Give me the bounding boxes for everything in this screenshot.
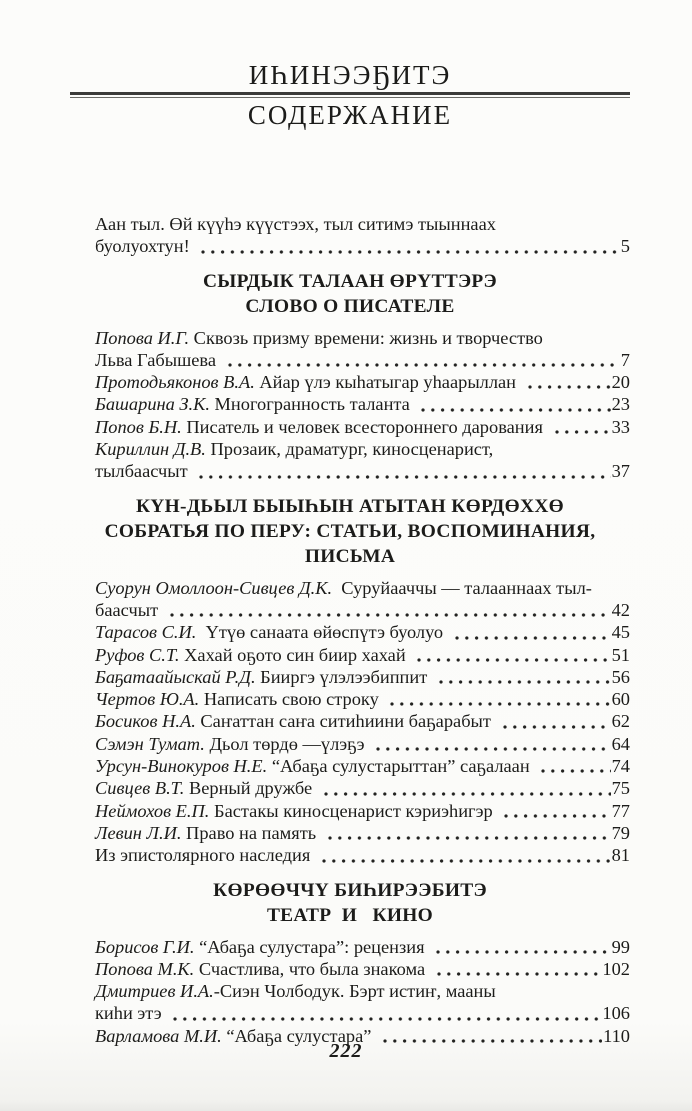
dot-leader bbox=[437, 672, 611, 686]
toc-entry-text bbox=[95, 371, 521, 393]
dot-leader bbox=[435, 964, 602, 978]
dot-leader bbox=[553, 422, 611, 436]
toc-entry bbox=[95, 822, 630, 844]
toc-entry bbox=[95, 666, 630, 688]
entry-page-number: 62 bbox=[611, 711, 630, 732]
toc-entry-text bbox=[95, 644, 410, 666]
toc-entry-line bbox=[95, 438, 630, 460]
toc-entry-line bbox=[95, 621, 630, 643]
toc-entry bbox=[95, 213, 630, 258]
section-heading-line: СОБРАТЬЯ ПО ПЕРУ: СТАТЬИ, ВОСПОМИНАНИЯ, bbox=[104, 520, 596, 542]
section-heading bbox=[70, 878, 630, 928]
toc-entry bbox=[95, 844, 630, 866]
entry-title-text: Айар үлэ кыһатыгар уһаарыллан bbox=[254, 372, 521, 393]
entry-page-number: 81 bbox=[611, 845, 630, 866]
author-name: Неймохов Е.П. bbox=[95, 800, 210, 821]
entry-page-number: 75 bbox=[611, 778, 630, 799]
toc-entry-text bbox=[95, 328, 543, 348]
entry-page-number: 45 bbox=[611, 622, 630, 643]
toc-entry-text bbox=[95, 936, 429, 958]
toc-entry bbox=[95, 755, 630, 777]
author-name: Попов Б.Н. bbox=[95, 416, 182, 437]
toc-entry-text bbox=[95, 958, 430, 980]
toc-entry-line bbox=[95, 800, 630, 822]
entry-page-number: 42 bbox=[611, 599, 630, 620]
entry-title-text: Суруйааччы — талааннаах тыл- bbox=[332, 577, 592, 598]
author-name: Борисов Г.И. bbox=[95, 936, 195, 957]
dot-leader bbox=[415, 650, 610, 664]
toc-entry bbox=[95, 980, 630, 1025]
section-heading bbox=[70, 269, 630, 319]
table-of-contents bbox=[70, 213, 630, 1047]
author-name: Попова М.К. bbox=[95, 958, 195, 979]
toc-entry-line bbox=[95, 416, 630, 438]
dot-leader bbox=[388, 694, 610, 708]
toc-entry-text bbox=[95, 844, 315, 866]
toc-entry-text bbox=[95, 416, 548, 438]
toc-entry-line bbox=[95, 755, 630, 777]
toc-entry bbox=[95, 958, 630, 980]
dot-leader bbox=[322, 784, 611, 798]
entry-title-text: Льва Габышева bbox=[95, 349, 221, 370]
entry-title-text: “Абаҕа сулустара” bbox=[221, 1025, 376, 1046]
entry-title-text: Счастлива, что была знакома bbox=[194, 958, 430, 979]
toc-entry bbox=[95, 416, 630, 438]
toc-entry-line bbox=[95, 822, 630, 844]
dot-leader bbox=[434, 942, 610, 956]
entry-page-number: 106 bbox=[602, 1003, 630, 1024]
toc-entry-line bbox=[95, 371, 630, 393]
dot-leader bbox=[539, 761, 610, 775]
entry-title-text: Бастакы киносценарист кэриэһигэр bbox=[209, 800, 498, 821]
entry-page-number: 7 bbox=[620, 349, 630, 370]
toc-entry-line bbox=[95, 666, 630, 688]
toc-entry-line bbox=[95, 710, 630, 732]
dot-leader bbox=[326, 828, 611, 842]
entry-title-text: Право на память bbox=[181, 822, 321, 843]
entry-title-text: Сквозь призму времени: жизнь и творчество bbox=[189, 327, 543, 348]
toc-entry-line bbox=[95, 844, 630, 866]
entry-title-text: Аан тыл. Өй күүһэ күүстээх, тыл ситимэ тыыннаах bbox=[95, 214, 496, 234]
toc-entry-line bbox=[95, 733, 630, 755]
author-name: Башарина З.К. bbox=[95, 394, 210, 415]
dot-leader bbox=[168, 605, 611, 619]
entry-title-text: Верный дружбе bbox=[184, 778, 317, 799]
dot-leader bbox=[197, 467, 610, 481]
entry-page-number: 79 bbox=[611, 822, 630, 843]
toc-entry bbox=[95, 644, 630, 666]
entry-page-number: 33 bbox=[611, 416, 630, 437]
toc-entry-text bbox=[95, 822, 321, 844]
entry-title-text: Написать свою строку bbox=[199, 689, 384, 710]
author-name: Протодьяконов В.А. bbox=[95, 372, 255, 393]
toc-section bbox=[95, 269, 630, 483]
page-header bbox=[70, 60, 630, 131]
toc-entry bbox=[95, 777, 630, 799]
entry-title-text: “Абаҕа сулустара”: рецензия bbox=[194, 936, 430, 957]
toc-entry-text bbox=[95, 733, 369, 755]
toc-entry bbox=[95, 688, 630, 710]
entry-title-text: Дьол төрдө —үлэҕэ bbox=[204, 733, 370, 754]
toc-entry-line bbox=[95, 349, 630, 371]
author-name: Дмитриев И.А. bbox=[95, 981, 214, 1002]
dot-leader bbox=[502, 806, 610, 820]
toc-entry bbox=[95, 733, 630, 755]
toc-entry-line bbox=[95, 980, 630, 1002]
section-heading-line: ТЕАТР И КИНО bbox=[266, 904, 434, 926]
dot-leader bbox=[419, 400, 610, 414]
entry-page-number: 64 bbox=[611, 733, 630, 754]
toc-entry-text bbox=[95, 460, 192, 482]
entry-page-number: 60 bbox=[611, 689, 630, 710]
toc-entry-text bbox=[95, 800, 497, 822]
author-name: Суорун Омоллоон-Сивцев Д.К. bbox=[95, 577, 333, 598]
toc-entry-line bbox=[95, 213, 630, 235]
author-name: Сэмэн Тумат. bbox=[95, 733, 205, 754]
toc-entry bbox=[95, 577, 630, 622]
page-title-sakha: ИҺИНЭЭҔИТЭ bbox=[248, 60, 452, 90]
toc-entry-text bbox=[95, 393, 414, 415]
entry-page-number: 5 bbox=[620, 236, 630, 257]
entry-page-number: 23 bbox=[611, 394, 630, 415]
toc-entry-text bbox=[95, 666, 432, 688]
section-heading bbox=[70, 494, 630, 569]
entry-page-number: 99 bbox=[611, 936, 630, 957]
rule-thick-line bbox=[70, 92, 630, 95]
page-title-russian: СОДЕРЖАНИЕ bbox=[247, 100, 453, 130]
toc-entry-text bbox=[95, 688, 383, 710]
toc-entry-text bbox=[95, 981, 496, 1001]
folio-page-number: 222 bbox=[329, 1040, 363, 1062]
toc-section bbox=[95, 878, 630, 1047]
toc-entry bbox=[95, 621, 630, 643]
toc-entry-line bbox=[95, 777, 630, 799]
entry-title-text: Бииргэ үлэлээбиппит bbox=[255, 666, 432, 687]
entry-page-number: 110 bbox=[603, 1025, 630, 1046]
toc-entry-line bbox=[95, 235, 630, 257]
dot-leader bbox=[374, 739, 610, 753]
toc-entry-text bbox=[95, 621, 448, 643]
toc-entry-line bbox=[95, 327, 630, 349]
entry-page-number: 37 bbox=[611, 461, 630, 482]
toc-section bbox=[95, 494, 630, 867]
toc-entry bbox=[95, 327, 630, 372]
dot-leader bbox=[526, 377, 611, 391]
toc-entry-text bbox=[95, 214, 496, 234]
toc-entry-line bbox=[95, 958, 630, 980]
entry-title-text: “Абаҕа сулустарыттан” саҕалаан bbox=[267, 756, 535, 777]
toc-entry bbox=[95, 800, 630, 822]
entry-title-text: киһи этэ bbox=[95, 1003, 167, 1024]
dot-leader bbox=[199, 242, 620, 256]
toc-entry-text bbox=[95, 349, 221, 371]
author-name: Босиков Н.А. bbox=[95, 711, 196, 732]
entry-title-text: Үтүө санаата өйөспүтэ буолуо bbox=[196, 622, 448, 643]
dot-leader bbox=[226, 355, 620, 369]
section-heading-line: СЫРДЫК ТАЛААН ӨРҮТТЭРЭ bbox=[202, 270, 497, 292]
toc-entry-text bbox=[95, 755, 534, 777]
author-name: Сивцев В.Т. bbox=[95, 778, 185, 799]
entry-page-number: 102 bbox=[602, 958, 630, 979]
entry-title-text: тылбаасчыт bbox=[95, 461, 193, 482]
toc-entry bbox=[95, 936, 630, 958]
entry-title-text: Писатель и человек всестороннего дарования bbox=[181, 416, 548, 437]
dot-leader bbox=[501, 717, 611, 731]
entry-page-number: 51 bbox=[611, 644, 630, 665]
toc-entry-line bbox=[95, 599, 630, 621]
author-name: Баҕатаайыскай Р.Д. bbox=[95, 666, 256, 687]
toc-entry-line bbox=[95, 393, 630, 415]
entry-title-text: буолуохтун! bbox=[95, 236, 195, 257]
section-heading-line: ПИСЬМА bbox=[304, 545, 396, 567]
toc-entry bbox=[95, 393, 630, 415]
dot-leader bbox=[171, 1009, 601, 1023]
author-name: Кириллин Д.В. bbox=[95, 439, 206, 460]
toc-section bbox=[95, 213, 630, 258]
entry-title-text: Прозаик, драматург, киносценарист, bbox=[205, 439, 494, 460]
entry-title-text: Хахай оҕото син биир хахай bbox=[179, 644, 411, 665]
toc-entry-line bbox=[95, 688, 630, 710]
entry-page-number: 56 bbox=[611, 666, 630, 687]
toc-entry bbox=[95, 371, 630, 393]
author-name: Чертов Ю.А. bbox=[95, 689, 200, 710]
toc-entry-line bbox=[95, 577, 630, 599]
rule-thin-line bbox=[70, 97, 630, 98]
section-heading-line: СЛОВО О ПИСАТЕЛЕ bbox=[245, 295, 455, 317]
entry-title-text: Многогранность таланта bbox=[209, 394, 415, 415]
author-name: Левин Л.И. bbox=[95, 822, 182, 843]
section-heading-line: КҮН-ДЬЫЛ БЫЫҺЫН АТЫТАН КӨРДӨХХӨ bbox=[135, 495, 565, 517]
entry-title-text: баасчыт bbox=[95, 599, 163, 620]
toc-entry-text bbox=[95, 235, 194, 257]
author-name: Попова И.Г. bbox=[95, 327, 190, 348]
entry-page-number: 74 bbox=[611, 756, 630, 777]
entry-title-text: Саҥаттан саҥа ситиһиини баҕарабыт bbox=[195, 711, 496, 732]
toc-entry bbox=[95, 438, 630, 483]
author-name: Урсун-Винокуров Н.Е. bbox=[95, 756, 268, 777]
toc-entry-line bbox=[95, 460, 630, 482]
dot-leader bbox=[320, 851, 611, 865]
toc-entry bbox=[95, 710, 630, 732]
entry-page-number: 20 bbox=[611, 372, 630, 393]
entry-title-text: Из эпистолярного наследия bbox=[95, 845, 315, 866]
toc-entry-text bbox=[95, 1002, 166, 1024]
toc-entry-text bbox=[95, 777, 317, 799]
toc-entry-text bbox=[95, 710, 496, 732]
entry-title-text: -Сиэн Чолбодук. Бэрт истиҥ, мааны bbox=[213, 981, 496, 1002]
section-heading-line: КӨРӨӨЧЧҮ БИҺИРЭЭБИТЭ bbox=[213, 879, 487, 901]
toc-entry-text bbox=[95, 578, 592, 598]
double-rule bbox=[70, 92, 630, 98]
author-name: Руфов С.Т. bbox=[95, 644, 180, 665]
toc-entry-text bbox=[95, 439, 493, 459]
entry-page-number: 77 bbox=[611, 800, 630, 821]
toc-entry-text bbox=[95, 599, 163, 621]
toc-entry-line bbox=[95, 1002, 630, 1024]
author-name: Варламова М.И. bbox=[95, 1025, 222, 1046]
toc-entry-line bbox=[95, 644, 630, 666]
author-name: Тарасов С.И. bbox=[95, 622, 197, 643]
dot-leader bbox=[453, 628, 611, 642]
toc-entry-line bbox=[95, 936, 630, 958]
